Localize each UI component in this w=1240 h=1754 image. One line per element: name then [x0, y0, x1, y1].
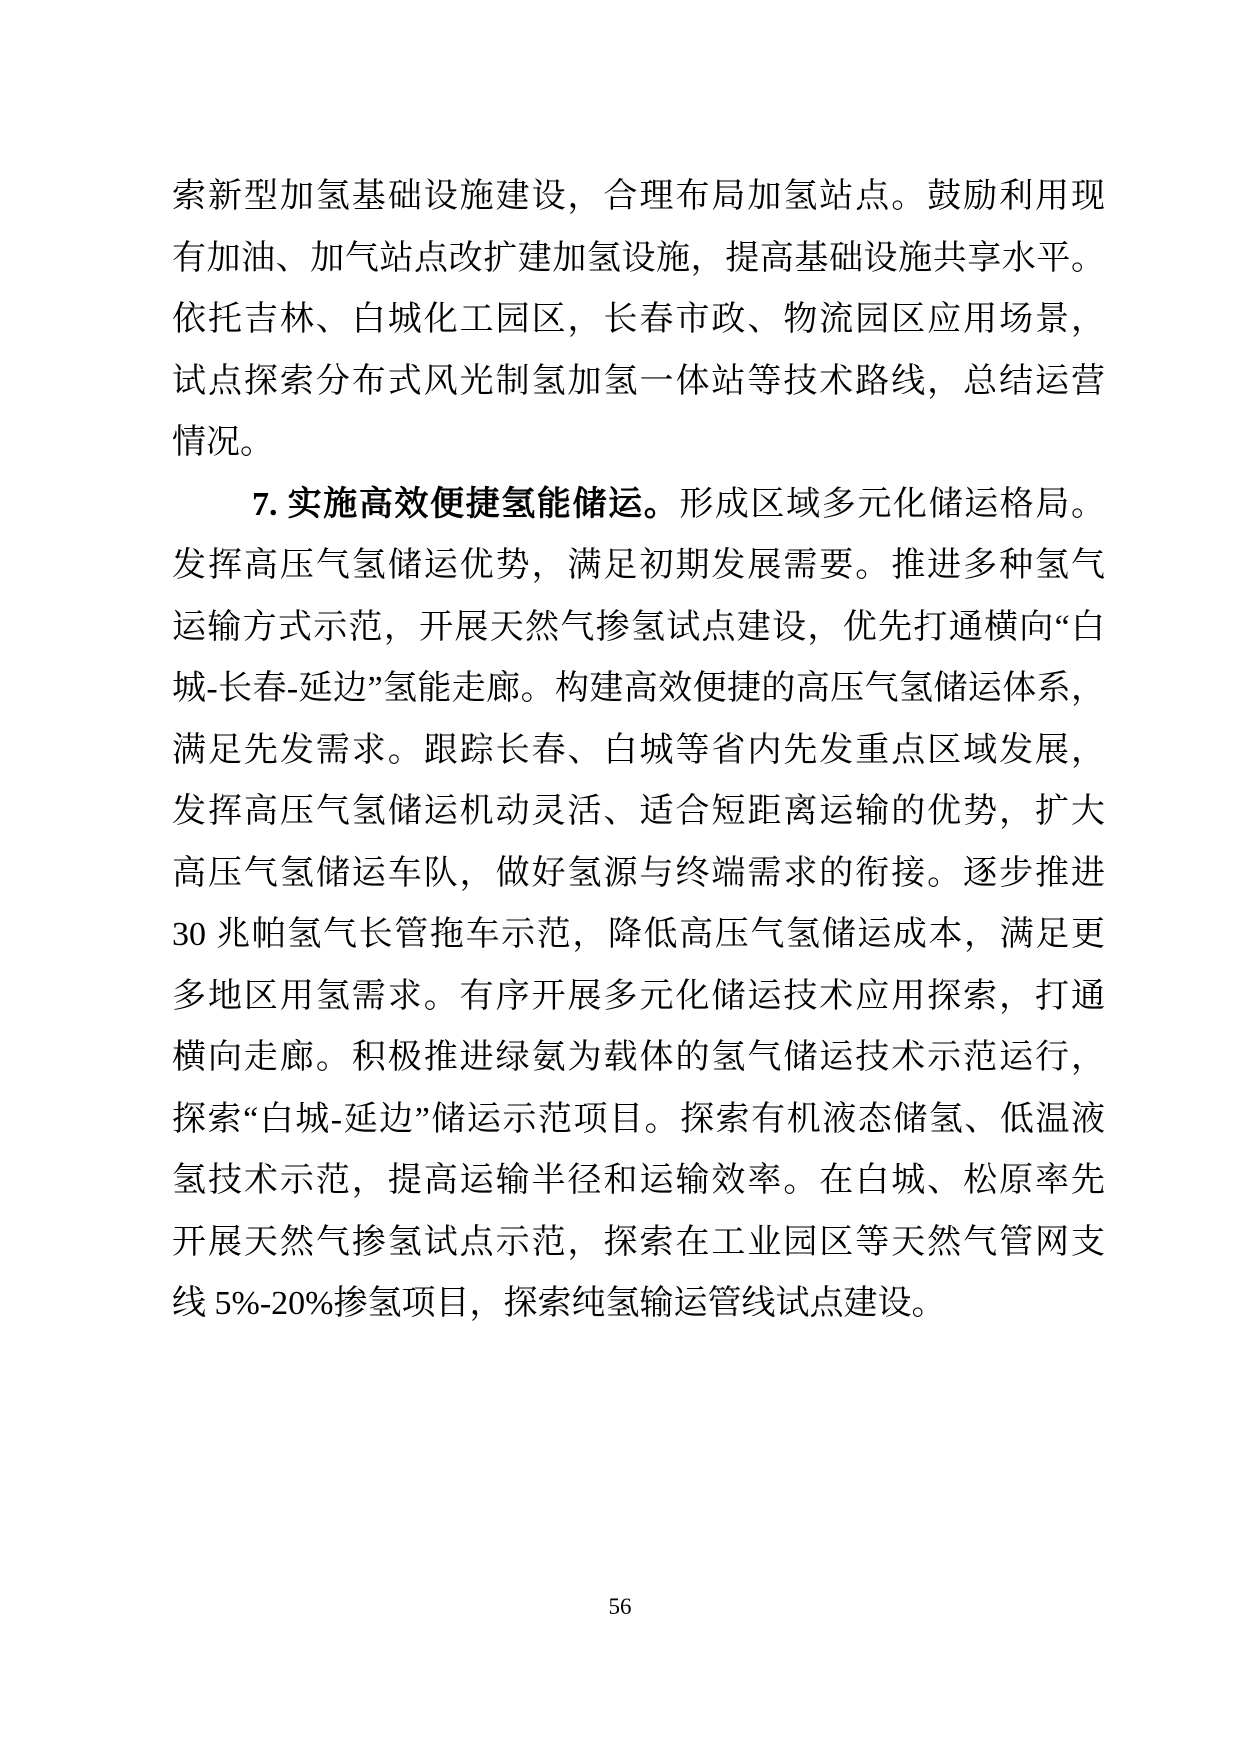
text-line: 依托吉林、白城化工园区，长春市政、物流园区应用场景，: [172, 301, 1105, 338]
paragraph-continuation: [172, 166, 1105, 474]
text-line: 满足先发需求。跟踪长春、白城等省内先发重点区域发展，: [172, 731, 1105, 769]
text-line: 有加油、加气站点改扩建加氢设施，提高基础设施共享水平。: [172, 239, 1105, 277]
text-line: 索新型加氢基础设施建设，合理布局加氢站点。鼓励利用现: [172, 178, 1105, 215]
text-line: 线 5%-20%掺氢项目，探索纯氢输运管线试点建设。: [172, 1285, 946, 1322]
text-line: [172, 474, 1105, 536]
text-line: 情况。: [172, 424, 274, 461]
text-line: 横向走廊。积极推进绿氨为载体的氢气储运技术示范运行，: [172, 1039, 1105, 1076]
text-line: 探索“白城-延边”储运示范项目。探索有机液态储氢、低温液: [172, 1100, 1105, 1138]
text-line: 发挥高压气氢储运优势，满足初期发展需要。推进多种氢气: [172, 547, 1105, 584]
text-line: 高压气氢储运车队，做好氢源与终端需求的衔接。逐步推进: [172, 854, 1105, 892]
text-line: 多地区用氢需求。有序开展多元化储运技术应用探索，打通: [172, 977, 1105, 1015]
text-segment: 形成区域多元化储运格局。: [679, 485, 1106, 523]
text-line: 发挥高压气氢储运机动灵活、适合短距离运输的优势，扩大: [172, 793, 1105, 830]
text-line: 开展天然气掺氢试点示范，探索在工业园区等天然气管网支: [172, 1223, 1105, 1261]
paragraph-item-7: [172, 474, 1105, 1335]
text-line: 城-长春-延边”氢能走廊。构建高效便捷的高压气氢储运体系，: [172, 670, 1105, 707]
text-line: 试点探索分布式风光制氢加氢一体站等技术路线，总结运营: [172, 362, 1105, 400]
page-body-text: [172, 166, 1105, 1335]
text-line: 运输方式示范，开展天然气掺氢试点建设，优先打通横向“白: [172, 608, 1105, 646]
text-line: 30 兆帕氢气长管拖车示范，降低高压气氢储运成本，满足更: [172, 916, 1105, 953]
page-number: 56: [608, 1594, 632, 1619]
text-line: 氢技术示范，提高运输半径和运输效率。在白城、松原率先: [172, 1162, 1105, 1199]
section-heading: 7. 实施高效便捷氢能储运。: [252, 485, 680, 523]
